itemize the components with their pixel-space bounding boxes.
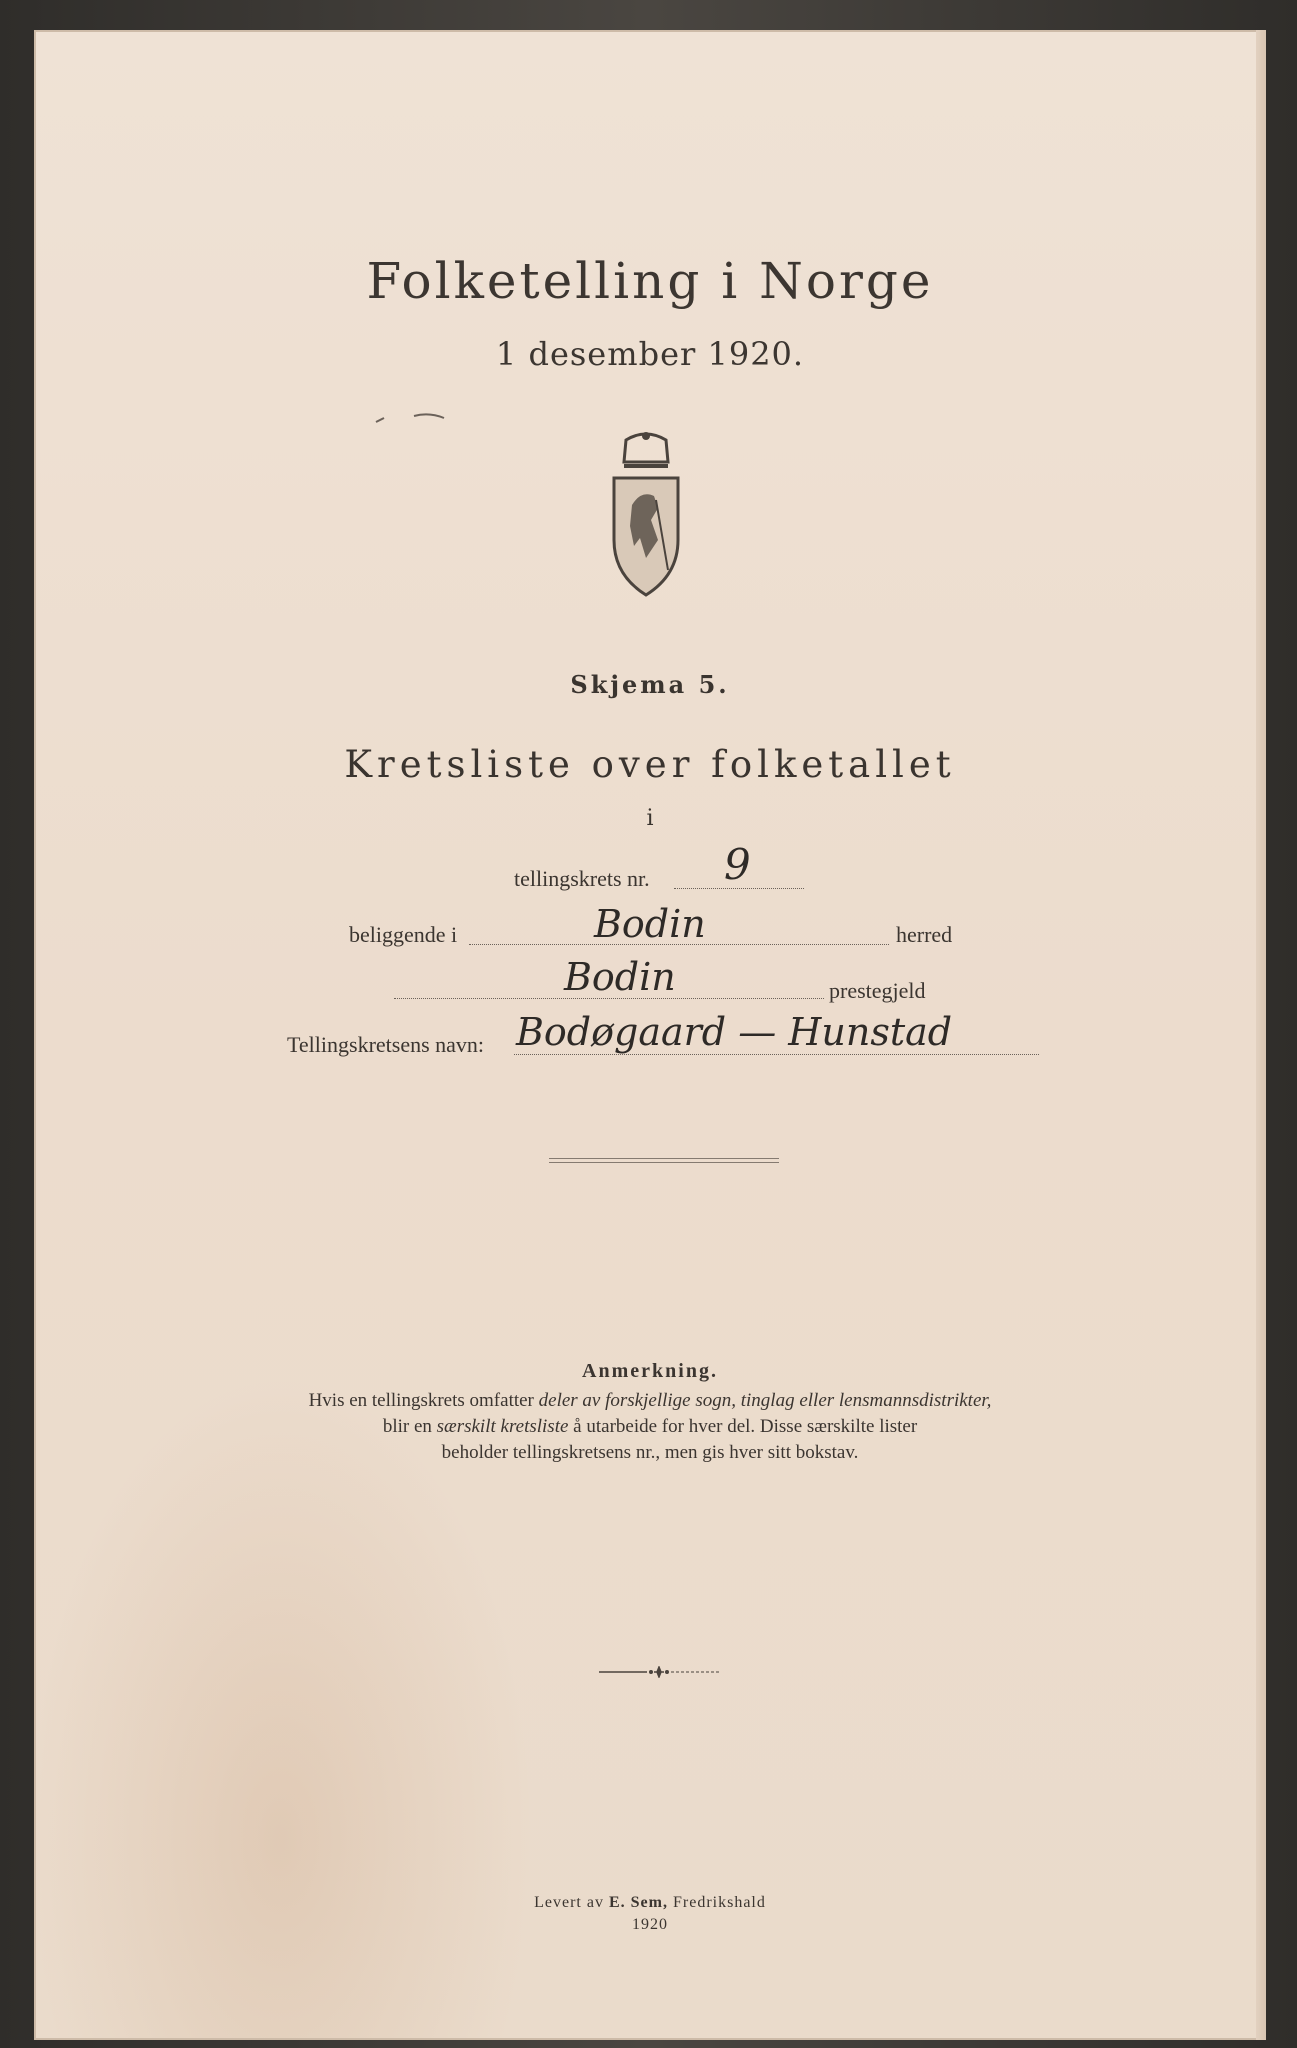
document-title: Folketelling i Norge [366,252,934,310]
document-subtitle: Kretsliste over folketallet [344,743,956,786]
prestegjeld-label: prestegjeld [829,978,926,1003]
note-line-2-c: å utarbeide for hver del. Disse særskilte lister [573,1416,918,1437]
printer-place: Fredrikshald [672,1894,766,1911]
navn-value: Bodøgaard — Hunstad [516,1010,953,1054]
note-line-3: beholder tellingskretsens nr., men gis hver sitt bokstav. [441,1442,859,1463]
beliggende-value: Bodin [594,902,706,946]
note-line-1-a: Hvis en tellingskrets omfatter [308,1390,534,1411]
printer-name: E. Sem, [608,1894,668,1911]
herred-label: herred [896,922,953,947]
note-line-2-a: blir en [382,1416,432,1437]
connector-word: i [646,806,654,831]
printer-credit [34,1894,1266,1912]
note-line-2 [34,1416,1266,1438]
note-line-1 [34,1390,1266,1412]
printer-credit-a: Levert av [534,1894,604,1911]
note-line-1-b: deler av forskjellige sogn, tinglag eller lensmannsdistrikter, [538,1390,992,1411]
pencil-mark [374,408,474,428]
note-title: Anmerkning. [582,1360,718,1382]
note-line-2-b: særskilt kretsliste [436,1416,569,1437]
page-edge [1256,30,1266,2040]
census-form-page [34,30,1266,2040]
schema-number: Skjema 5. [570,670,730,699]
printer-year: 1920 [632,1916,668,1933]
document-date: 1 desember 1920. [495,335,805,373]
prestegjeld-value: Bodin [564,955,676,999]
navn-label: Tellingskretsens navn: [287,1032,485,1057]
tellingskrets-label: tellingskrets nr. [514,866,650,891]
ornament-divider-icon [599,1666,719,1678]
tellingskrets-value: 9 [724,840,751,889]
divider-rule [549,1158,779,1163]
navn-line [514,1054,1039,1055]
coat-of-arms-icon [596,430,696,600]
beliggende-label: beliggende i [349,922,458,947]
